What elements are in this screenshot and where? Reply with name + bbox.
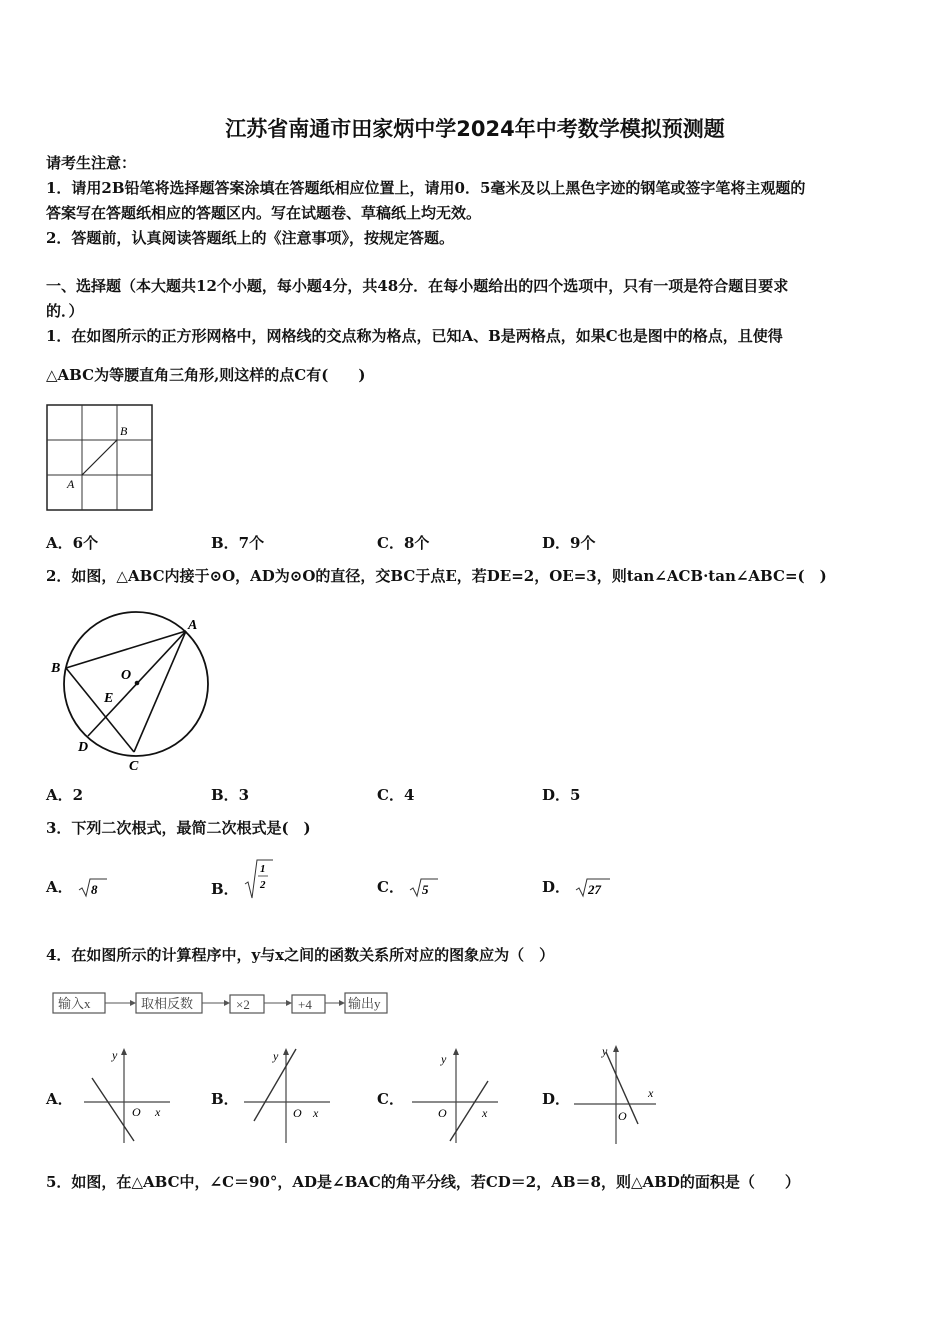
- q4-option-b-graph[interactable]: [240, 1045, 335, 1145]
- radicand: 8: [90, 882, 98, 897]
- q1-option-d[interactable]: D．9个: [542, 534, 596, 552]
- origin-label: O: [132, 1105, 141, 1119]
- origin-label: O: [618, 1109, 627, 1123]
- q4-option-c-graph[interactable]: [408, 1045, 503, 1145]
- segment-ac: [134, 631, 186, 752]
- q2-stem: 2．如图，△ABC内接于⊙O，AD为⊙O的直径，交BC于点E，若DE=2，OE=3，则tan∠ACB·tan∠ABC=( ): [46, 567, 827, 585]
- q3-option-c[interactable]: [377, 876, 439, 899]
- function-line: [92, 1078, 134, 1141]
- q5-stem: 5．如图，在△ABC中，∠C＝90°，AD是∠BAC的角平分线，若CD＝2，AB＝8，则△ABD的面积是（ ）: [46, 1173, 800, 1191]
- y-axis-label: y: [112, 1048, 118, 1062]
- q1-grid-figure: [46, 404, 156, 514]
- sqrt-icon: [78, 877, 108, 899]
- q3-option-b[interactable]: [211, 858, 274, 902]
- q3-stem: 3．下列二次根式，最简二次根式是( ): [46, 819, 311, 837]
- q2-option-a[interactable]: A．2: [46, 786, 84, 804]
- q2-option-b[interactable]: B．3: [211, 786, 250, 804]
- q1-option-b[interactable]: B．7个: [211, 534, 265, 552]
- notice-heading: 请考生注意：: [46, 154, 137, 172]
- center-point-o: [135, 681, 140, 686]
- section-heading-line-2: 的．）: [46, 302, 84, 320]
- y-axis-label: y: [441, 1052, 447, 1066]
- option-label: D．: [542, 878, 571, 896]
- q4-option-d-label[interactable]: D．: [542, 1090, 571, 1108]
- option-label: A．: [46, 878, 73, 896]
- q4-option-a-label[interactable]: A．: [46, 1090, 73, 1108]
- q4-flowchart: [52, 990, 397, 1020]
- notice-item-1-line-1: 1．请用2B铅笔将选择题答案涂填在答题纸相应位置上，请用0．5毫米及以上黑色字迹的钢笔或签字笔将主观题的: [46, 179, 806, 197]
- option-label: C．: [377, 878, 404, 896]
- sqrt-icon: [575, 877, 611, 899]
- q2-option-d[interactable]: D．5: [542, 786, 581, 804]
- x-axis-label: x: [648, 1086, 654, 1100]
- radicand: 5: [422, 882, 429, 897]
- q4-stem: 4．在如图所示的计算程序中，y与x之间的函数关系所对应的图象应为（ ）: [46, 946, 555, 964]
- point-c-label: C: [129, 759, 139, 774]
- option-label: B．: [211, 880, 239, 898]
- flow-plus-four-label: +4: [298, 997, 312, 1012]
- point-b-label: B: [120, 424, 128, 438]
- flow-times-two-label: ×2: [236, 997, 250, 1012]
- origin-label: O: [438, 1106, 447, 1120]
- point-b-label: B: [51, 661, 61, 676]
- page-title: 江苏省南通市田家炳中学2024年中考数学模拟预测题: [225, 117, 725, 141]
- flow-output-label: 输出y: [348, 996, 381, 1011]
- x-axis-label: x: [482, 1106, 488, 1120]
- notice-item-2: 2．答题前，认真阅读答题纸上的《注意事项》，按规定答题。: [46, 229, 454, 247]
- point-a-label: A: [67, 477, 75, 491]
- q1-option-c[interactable]: C．8个: [377, 534, 430, 552]
- notice-item-1-line-2: 答案写在答题纸相应的答题区内。写在试题卷、草稿纸上均无效。: [46, 204, 482, 222]
- q4-option-d-graph[interactable]: [570, 1040, 665, 1145]
- x-axis-label: x: [313, 1106, 319, 1120]
- radicand: 27: [588, 882, 602, 897]
- q1-stem-line-2: △ABC为等腰直角三角形,则这样的点C有( ): [46, 366, 366, 384]
- numerator: 1: [259, 863, 266, 875]
- q3-option-d[interactable]: [542, 876, 611, 899]
- y-axis-label: y: [602, 1044, 608, 1058]
- sqrt-icon: [409, 877, 439, 899]
- origin-label: O: [293, 1106, 302, 1120]
- flow-input-label: 输入x: [58, 996, 91, 1011]
- q4-option-c-label[interactable]: C．: [377, 1090, 404, 1108]
- section-heading-line-1: 一、选择题（本大题共12个小题，每小题4分，共48分．在每小题给出的四个选项中，只有一项是符合题目要求: [46, 277, 789, 295]
- q2-circle-figure: [46, 608, 221, 778]
- q1-stem-line-1: 1．在如图所示的正方形网格中，网格线的交点称为格点，已知A、B是两格点，如果C也是图中的格点，且使得: [46, 327, 783, 345]
- y-axis-label: y: [273, 1049, 279, 1063]
- q3-option-a[interactable]: [46, 876, 108, 899]
- q1-option-a[interactable]: A．6个: [46, 534, 99, 552]
- segment-ab: [82, 440, 117, 475]
- x-axis-label: x: [155, 1105, 161, 1119]
- point-a-label: A: [188, 618, 198, 633]
- denominator: 2: [259, 879, 266, 891]
- q4-option-a-graph[interactable]: [80, 1045, 175, 1145]
- point-d-label: D: [78, 740, 89, 755]
- flow-negate-label: 取相反数: [141, 996, 194, 1011]
- q2-option-c[interactable]: C．4: [377, 786, 415, 804]
- point-o-label: O: [121, 668, 132, 683]
- sqrt-fraction-icon: [244, 858, 274, 902]
- point-e-label: E: [104, 691, 114, 706]
- q4-option-b-label[interactable]: B．: [211, 1090, 239, 1108]
